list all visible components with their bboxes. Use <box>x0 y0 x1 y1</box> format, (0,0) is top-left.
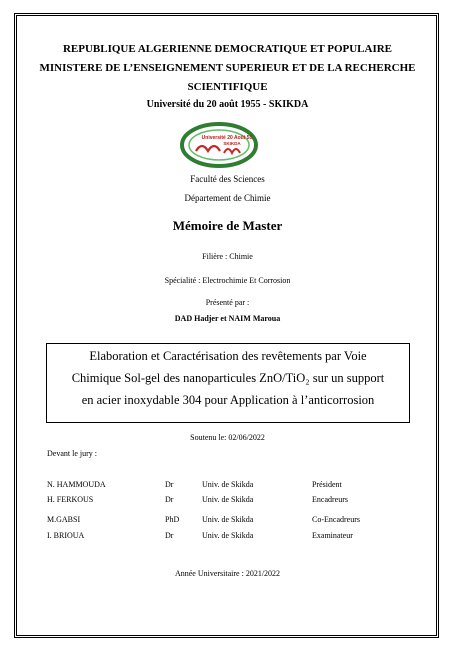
document-type: Mémoire de Master <box>172 218 283 233</box>
thesis-title-line2: Chimique Sol-gel des nanoparticules ZnO/TiO₂ sur un support <box>71 371 385 385</box>
header-university: Université du 20 août 1955 - SKIKDA <box>146 99 309 110</box>
jury-name: I. BRIOUA <box>47 531 85 540</box>
header-ministry: MINISTERE DE L’ENSEIGNEMENT SUPERIEUR ET DE LA RECHERCHE <box>39 62 416 74</box>
jury-grade: PhD <box>165 515 180 524</box>
thesis-title-line3: en acier inoxydable 304 pour Application à l’anticorrosion <box>81 393 375 407</box>
jury-grade: Dr <box>165 480 174 489</box>
jury-role: Examinateur <box>312 531 353 540</box>
header-scientific: SCIENTIFIQUE <box>187 81 268 93</box>
university-logo-icon <box>176 121 262 169</box>
jury-row <box>0 531 455 542</box>
header-republic: REPUBLIQUE ALGERIENNE DEMOCRATIQUE ET POPULAIRE <box>62 43 393 55</box>
jury-university: Univ. de Skikda <box>202 531 254 540</box>
logo-text-top: Université 20 Août 55 <box>201 135 253 141</box>
jury-university: Univ. de Skikda <box>202 515 254 524</box>
academic-year: Année Universitaire : 2021/2022 <box>174 569 281 578</box>
filiere: Filière : Chimie <box>202 252 253 261</box>
jury-name: N. HAMMOUDA <box>47 480 106 489</box>
jury-university: Univ. de Skikda <box>202 495 254 504</box>
jury-role: Encadreurs <box>312 495 348 504</box>
faculty: Faculté des Sciences <box>190 174 265 184</box>
jury-row <box>0 515 455 526</box>
jury-role: Co-Encadreurs <box>312 515 360 524</box>
jury-row <box>0 480 455 491</box>
university-logo <box>176 121 262 169</box>
specialite: Spécialité : Electrochimie Et Corrosion <box>164 276 291 285</box>
presented-by-label: Présenté par : <box>205 298 250 307</box>
thesis-title-box <box>46 343 410 423</box>
jury-grade: Dr <box>165 531 174 540</box>
authors: DAD Hadjer et NAIM Maroua <box>174 314 281 323</box>
jury-grade: Dr <box>165 495 174 504</box>
defense-date: Soutenu le: 02/06/2022 <box>190 433 265 442</box>
logo-text-bottom: SKIKDA <box>223 141 241 146</box>
department: Département de Chimie <box>184 193 271 203</box>
jury-name: M.GABSI <box>47 515 81 524</box>
thesis-title-line1: Elaboration et Caractérisation des revêtements par Voie <box>89 349 367 363</box>
jury-role: Président <box>312 480 342 489</box>
jury-label: Devant le jury : <box>47 449 97 458</box>
jury-name: H. FERKOUS <box>47 495 94 504</box>
jury-row <box>0 495 455 506</box>
jury-university: Univ. de Skikda <box>202 480 254 489</box>
